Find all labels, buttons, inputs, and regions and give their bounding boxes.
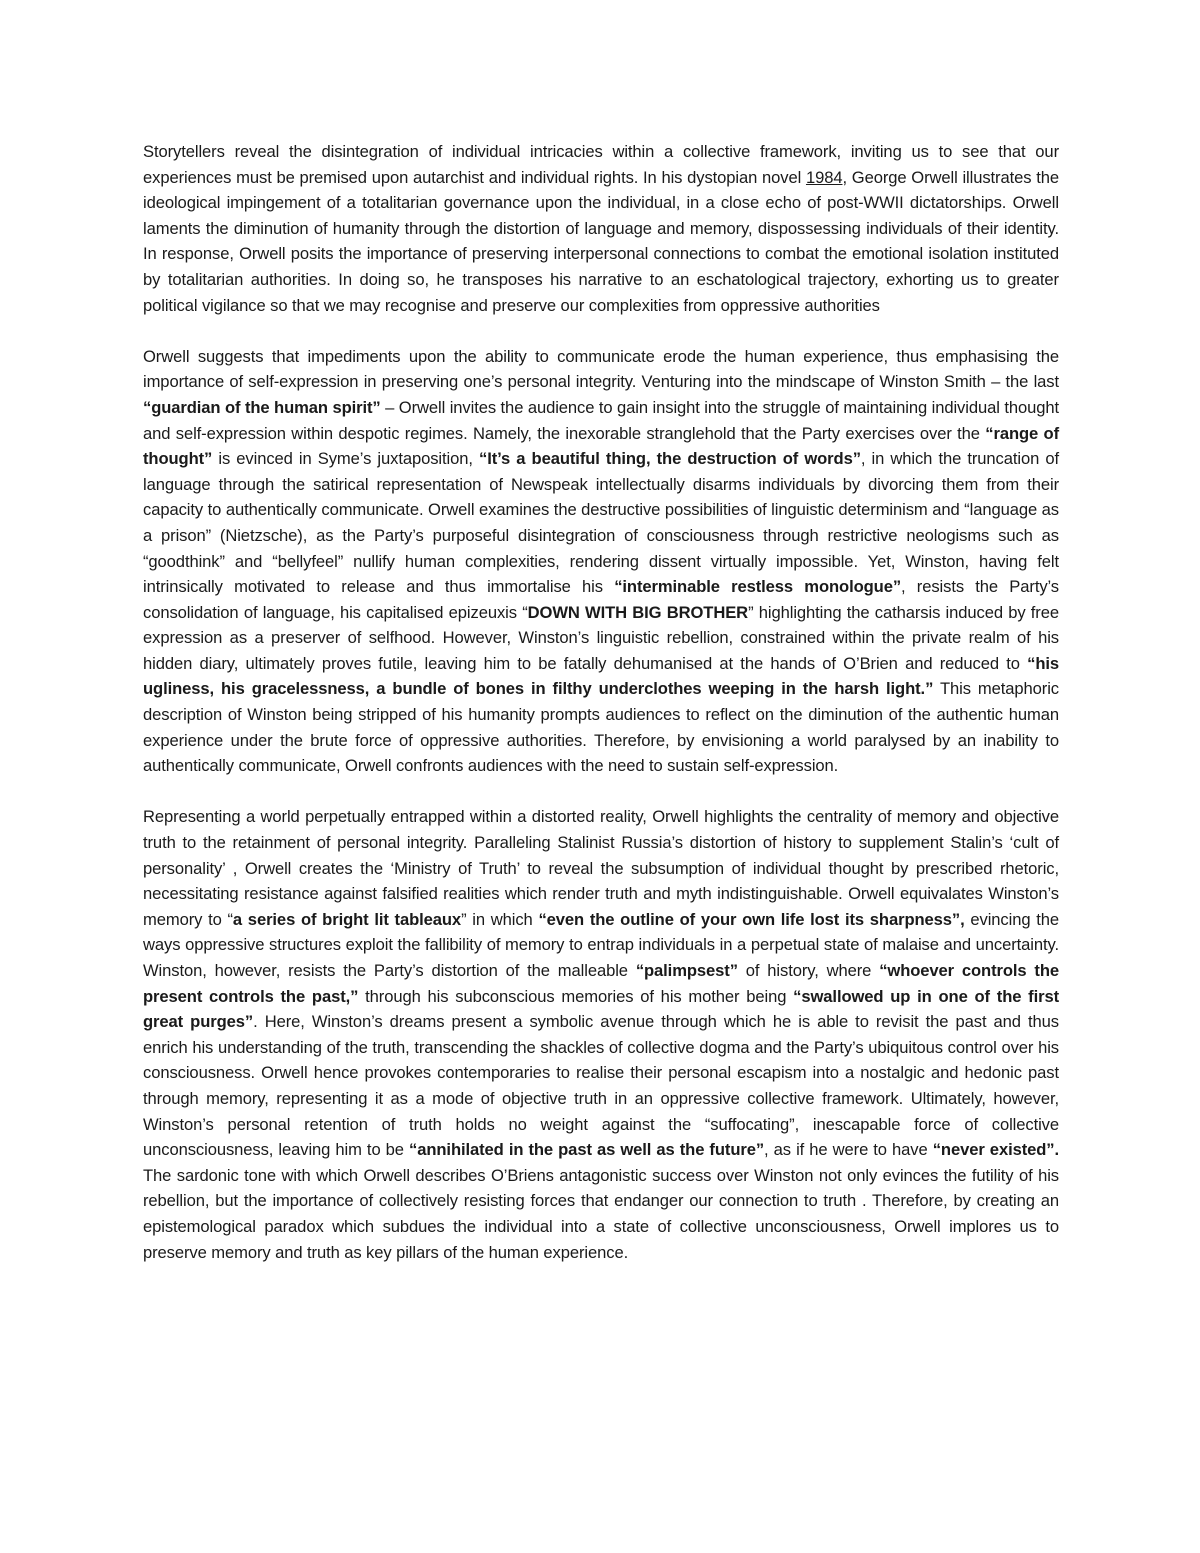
quoted-text: “It’s a beautiful thing, the destruction of words” [479, 449, 861, 469]
text-run: – Orwell invites the audience to gain insight into the struggle of maintaining individual thought and self-expression within despotic regimes. Namely, the inexorable stranglehold that the Party exercises over the [143, 397, 1059, 443]
text-run: Representing a world perpetually entrapped within a distorted reality, Orwell highlights the centrality of memory and objective truth to the retainment of personal integrity. Paralleling Stalinist Russia’s distortion of history to supplement Stalin’s ‘cult of personality’ , Orwell creates the ‘Ministry of Truth’ to reveal the subsumption of individual thought by prescribed rhetoric, necessitating resistance against falsified realities which render truth and myth indistinguishable. Orwell equivalates Winston’s memory to “ [143, 807, 1059, 929]
text-run: is evinced in Syme’s juxtaposition, [212, 449, 479, 469]
quoted-text: “even the outline of your own life lost its sharpness”, [538, 909, 965, 929]
essay-paragraph [143, 344, 1059, 779]
text-run: ” highlighting the catharsis induced by free expression as a preserver of selfhood. However, Winston’s linguistic rebellion, constrained within the private realm of his hidden diary, ultimately proves futile, leaving him to be fatally dehumanised at the hands of O’Brien and reduced to [143, 602, 1059, 673]
document-page [143, 139, 1059, 1265]
essay-paragraph [143, 139, 1059, 318]
text-run: This metaphoric description of Winston being stripped of his humanity prompts audiences to reflect on the diminution of the authentic human experience under the brute force of oppressive authorities. Therefore, by envisioning a world paralysed by an inability to authentically communicate, Orwell confronts audiences with the need to sustain self-expression. [143, 679, 1060, 776]
text-run: , as if he were to have [764, 1140, 933, 1160]
quoted-text: “interminable restless monologue” [614, 577, 902, 597]
text-run: The sardonic tone with which Orwell describes O’Briens antagonistic success over Winston not only evinces the futility of his rebellion, but the importance of collectively resisting forces that endanger our connection to truth . Therefore, by creating an epistemological paradox which subdues the individual into a state of collective unconsciousness, Orwell implores us to preserve memory and truth as key pillars of the human experience. [143, 1165, 1059, 1262]
title-reference: 1984 [805, 167, 843, 187]
text-run: evincing the ways oppressive structures exploit the fallibility of memory to entrap individuals in a perpetual state of malaise and uncertainty. Winston, however, resists the Party’s distortion of the malleable [143, 909, 1059, 980]
text-run: , resists the Party’s consolidation of language, his capitalised epizeuxis “ [143, 577, 1060, 622]
essay-paragraph [143, 804, 1059, 1265]
text-run: of history, where [737, 961, 880, 980]
quoted-text: a series of bright lit tableaux [232, 909, 462, 929]
quoted-text: “range of thought” [143, 423, 1059, 469]
quoted-text: “swallowed up in one of the first great purges” [143, 986, 1060, 1032]
text-run: through his subconscious memories of his mother being [358, 986, 794, 1006]
text-run: ” in which [461, 909, 539, 929]
text-run: . Here, Winston’s dreams present a symbolic avenue through which he is able to revisit the past and thus enrich his understanding of the truth, transcending the shackles of collective dogma and the Party’s ubiquitous control over his consciousness. Orwell hence provokes contemporaries to realise their personal escapism into a nostalgic and hedonic past through memory, representing it as a mode of objective truth in an oppressive collective framework. Ultimately, however, Winston’s personal retention of truth holds no weight against the “suffocating”, inescapable force of collective unconsciousness, leaving him to be [143, 1012, 1059, 1160]
quoted-text: “whoever controls the present controls the past,” [143, 961, 1060, 1006]
quoted-text: “palimpsest” [635, 961, 738, 980]
quoted-text: DOWN WITH BIG BROTHER [527, 602, 749, 622]
quoted-text: “guardian of the human spirit” [143, 397, 381, 417]
quoted-text: “annihilated in the past as well as the future” [409, 1140, 765, 1160]
text-run: , in which the truncation of language through the satirical representation of Newspeak intellectually disarms individuals by divorcing them from their capacity to authentically communicate. Orwell examines the destructive possibilities of linguistic determinism and “language as a prison” (Nietzsche), as the Party’s purposeful disintegration of consciousness through restrictive neologisms such as “goodthink” and “bellyfeel” nullify human complexities, rendering dissent virtually impossible. Yet, Winston, having felt intrinsically motivated to release and thus immortalise his [143, 449, 1059, 597]
essay-body [143, 139, 1059, 1265]
quoted-text: “his ugliness, his gracelessness, a bundle of bones in filthy underclothes weeping in the harsh light.” [143, 653, 1059, 699]
text-run: , George Orwell illustrates the ideological impingement of a totalitarian governance upon the individual, in a close echo of post-WWII dictatorships. Orwell laments the diminution of humanity through the distortion of language and memory, dispossessing individuals of their identity. In response, Orwell posits the importance of preserving interpersonal connections to combat the emotional isolation instituted by totalitarian authorities. In doing so, he transposes his narrative to an eschatological trajectory, exhorting us to greater political vigilance so that we may recognise and preserve our complexities from oppressive authorities [143, 167, 1059, 315]
text-run: Orwell suggests that impediments upon the ability to communicate erode the human experience, thus emphasising the importance of self-expression in preserving one’s personal integrity. Venturing into the mindscape of Winston Smith – the last [143, 346, 1059, 392]
text-run: Storytellers reveal the disintegration of individual intricacies within a collective framework, inviting us to see that our experiences must be premised upon autarchist and individual rights. In his dystopian novel [143, 142, 1059, 187]
quoted-text: “never existed”. [932, 1140, 1060, 1160]
